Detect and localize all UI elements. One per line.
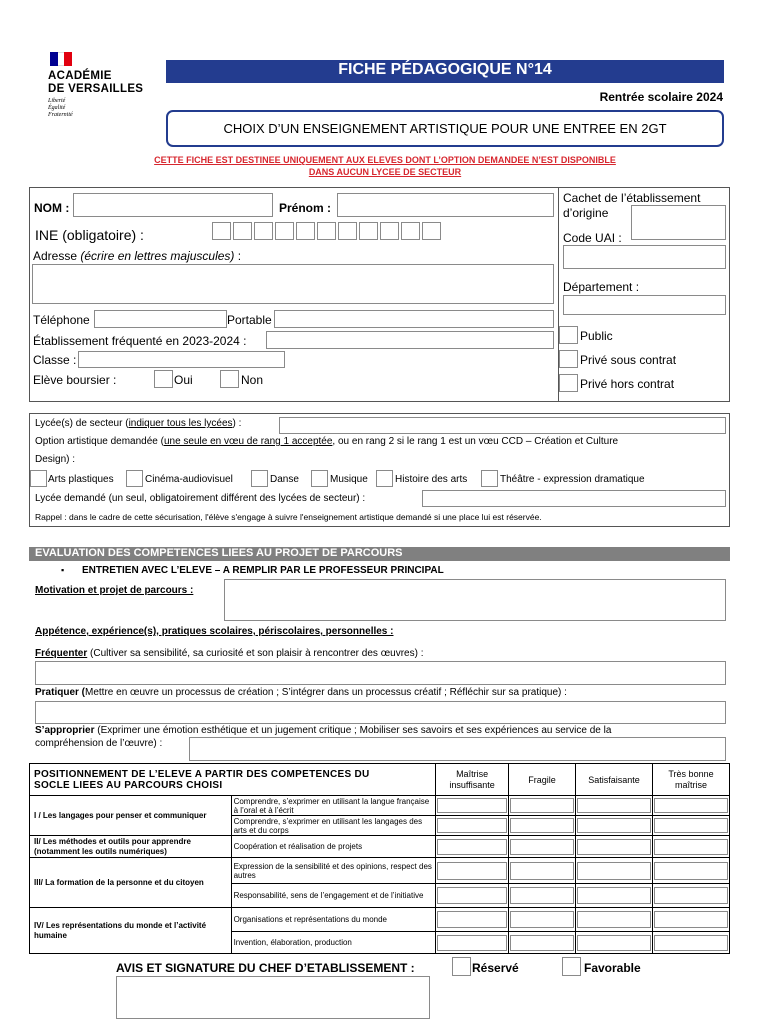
- academy-name-line2: DE VERSAILLES: [48, 83, 144, 95]
- adresse-field[interactable]: [32, 264, 554, 304]
- bullet-icon: ▪: [61, 565, 65, 575]
- ine-digit-box[interactable]: [254, 222, 273, 240]
- rating-box[interactable]: [654, 818, 728, 833]
- rating-box[interactable]: [437, 887, 507, 904]
- rating-box[interactable]: [437, 818, 507, 833]
- appetence-label: Appétence, expérience(s), pratiques scolaires, périscolaires, personnelles :: [35, 626, 394, 637]
- lycee-secteur-label: [35, 418, 241, 429]
- rating-cell: [576, 932, 653, 954]
- adresse-hint: (écrire en lettres majuscules): [80, 249, 235, 263]
- option-label: [35, 436, 618, 447]
- ine-label: INE (obligatoire) :: [35, 227, 144, 243]
- prenom-field[interactable]: [337, 193, 554, 217]
- rating-cell: [509, 858, 576, 884]
- lycee-demande-label: Lycée demandé (un seul, obligatoirement différent des lycées de secteur) :: [35, 493, 366, 504]
- rating-cell: [436, 816, 509, 836]
- option-label-rest: , ou en rang 2 si le rang 1 est un vœu CCD – Création et Culture: [332, 436, 619, 447]
- rating-box[interactable]: [654, 862, 728, 880]
- pratiquer-bold: Pratiquer (: [35, 687, 86, 698]
- school-year: Rentrée scolaire 2024: [599, 90, 723, 104]
- column-header: Fragile: [509, 764, 576, 796]
- rating-cell: [653, 816, 730, 836]
- rating-cell: [653, 932, 730, 954]
- group-label: I / Les langages pour penser et communiquer: [30, 796, 232, 836]
- notice-line2: DANS AUCUN LYCEE DE SECTEUR: [308, 167, 462, 177]
- rating-cell: [576, 836, 653, 858]
- ine-digit-box[interactable]: [233, 222, 252, 240]
- arts-plastiques-checkbox[interactable]: [30, 470, 47, 487]
- oui-checkbox[interactable]: [154, 370, 173, 388]
- rating-box[interactable]: [510, 818, 574, 833]
- ine-digit-box[interactable]: [338, 222, 357, 240]
- oui-label: Oui: [174, 373, 193, 387]
- non-label: Non: [241, 373, 264, 387]
- column-header: Très bonne maîtrise: [653, 764, 730, 796]
- competence-item: Responsabilité, sens de l’engagement et de l’initiative: [231, 884, 436, 908]
- portable-field[interactable]: [274, 310, 554, 328]
- frequenter-label: [35, 648, 423, 659]
- option-label-text: Option artistique demandée (: [35, 436, 164, 447]
- non-checkbox[interactable]: [220, 370, 239, 388]
- pratiquer-rest: Mettre en œuvre un processus de création ; S’intégrer dans un processus créatif ; Réfléchir sur sa pratique) :: [85, 687, 567, 698]
- reserve-label: Réservé: [472, 961, 519, 975]
- table-row: [30, 908, 730, 932]
- lycee-secteur-field[interactable]: [279, 417, 726, 434]
- theatre-checkbox[interactable]: [481, 470, 498, 487]
- option-label-line2: Design) :: [35, 454, 76, 465]
- rating-box[interactable]: [510, 887, 574, 904]
- approprier-label: [35, 725, 611, 736]
- rappel-text: Rappel : dans le cadre de cette sécurisation, l'élève s'engage à suivre l'enseignement artistique demandé si une place lui est réservée.: [35, 512, 542, 522]
- etablissement-label: Établissement fréquenté en 2023-2024 :: [33, 334, 247, 348]
- approprier-label-line2: compréhension de l’œuvre) :: [35, 738, 163, 749]
- motivation-field[interactable]: [224, 579, 726, 621]
- rating-box[interactable]: [437, 862, 507, 880]
- entretien-title: ENTRETIEN AVEC L’ELEVE – A REMPLIR PAR LE PROFESSEUR PRINCIPAL: [82, 565, 444, 576]
- danse-checkbox[interactable]: [251, 470, 268, 487]
- table-row: [30, 796, 730, 816]
- rating-cell: [509, 836, 576, 858]
- rating-cell: [653, 836, 730, 858]
- rating-box[interactable]: [510, 839, 574, 855]
- rating-cell: [576, 858, 653, 884]
- motivation-label: Motivation et projet de parcours :: [35, 585, 194, 596]
- rating-cell: [576, 796, 653, 816]
- rating-box[interactable]: [437, 935, 507, 951]
- histoire-des-arts-checkbox[interactable]: [376, 470, 393, 487]
- ine-digit-box[interactable]: [212, 222, 231, 240]
- rating-cell: [576, 816, 653, 836]
- rating-cell: [509, 908, 576, 932]
- telephone-label: Téléphone: [33, 313, 90, 327]
- motto-2: Égalité: [48, 105, 66, 111]
- notice-line1: CETTE FICHE EST DESTINEE UNIQUEMENT AUX ELEVES DONT L’OPTION DEMANDEE N’EST DISPONIBLE: [154, 155, 616, 165]
- positioning-title-cell: [30, 764, 436, 796]
- page-title: FICHE PÉDAGOGIQUE N°14: [338, 61, 552, 78]
- rating-box[interactable]: [654, 911, 728, 928]
- classe-label: Classe :: [33, 353, 77, 367]
- ine-field[interactable]: [212, 222, 452, 240]
- etablissement-field[interactable]: [266, 331, 554, 349]
- rating-box[interactable]: [437, 839, 507, 855]
- rating-cell: [653, 908, 730, 932]
- pratiquer-label: [35, 687, 567, 698]
- rating-box[interactable]: [577, 818, 651, 833]
- competence-item: Invention, élaboration, production: [231, 932, 436, 954]
- cachet-label-line2: d’origine: [563, 206, 609, 220]
- option-label-underlined: une seule en vœu de rang 1 acceptée: [163, 436, 333, 447]
- ine-digit-box[interactable]: [317, 222, 336, 240]
- academy-name-line1: ACADÉMIE: [48, 70, 112, 82]
- theatre-label: Théâtre - expression dramatique: [500, 474, 645, 485]
- portable-label: Portable: [227, 313, 272, 327]
- uai-field[interactable]: [631, 205, 726, 240]
- cinema-audiovisuel-checkbox[interactable]: [126, 470, 143, 487]
- positioning-title-line1: POSITIONNEMENT DE L’ELEVE A PARTIR DES COMPETENCES DU: [34, 768, 370, 780]
- rating-box[interactable]: [510, 935, 574, 951]
- rating-cell: [576, 884, 653, 908]
- histoire-des-arts-label: Histoire des arts: [395, 474, 468, 485]
- positioning-title-line2: SOCLE LIEES AU PARCOURS CHOISI: [34, 779, 223, 791]
- musique-checkbox[interactable]: [311, 470, 328, 487]
- group-label: II/ Les méthodes et outils pour apprendre (notamment les outils numériques): [30, 836, 232, 858]
- frequenter-bold: Fréquenter: [35, 648, 88, 659]
- rating-cell: [653, 796, 730, 816]
- positioning-table: [29, 763, 730, 954]
- nom-label: NOM :: [34, 201, 70, 215]
- rating-box[interactable]: [577, 935, 651, 951]
- rating-cell: [653, 858, 730, 884]
- uai-field-lower[interactable]: [563, 245, 726, 269]
- lycee-demande-field[interactable]: [422, 490, 726, 507]
- prive-sous-contrat-label: Privé sous contrat: [580, 353, 677, 367]
- approprier-rest: (Exprimer une émotion esthétique et un jugement critique ; Mobiliser ses savoirs et ses expériences au service de la: [94, 725, 612, 736]
- pratiquer-field[interactable]: [35, 701, 726, 724]
- rating-cell: [436, 836, 509, 858]
- choice-title: CHOIX D’UN ENSEIGNEMENT ARTISTIQUE POUR UNE ENTREE EN 2GT: [223, 121, 667, 136]
- uai-label: Code UAI :: [563, 231, 622, 245]
- rating-cell: [436, 932, 509, 954]
- rating-cell: [436, 796, 509, 816]
- rating-box[interactable]: [577, 798, 651, 813]
- rating-cell: [509, 884, 576, 908]
- frequenter-rest: (Cultiver sa sensibilité, sa curiosité et son plaisir à rencontrer des œuvres) :: [87, 648, 424, 659]
- competence-item: Comprendre, s’exprimer en utilisant les langages des arts et du corps: [231, 816, 436, 836]
- rating-box[interactable]: [654, 887, 728, 904]
- rating-cell: [509, 932, 576, 954]
- group-label: III/ La formation de la personne et du citoyen: [30, 858, 232, 908]
- nom-field[interactable]: [73, 193, 273, 217]
- lycee-secteur-text: Lycée(s) de secteur (: [35, 418, 129, 429]
- signature-field[interactable]: [116, 976, 430, 1019]
- competence-item: Organisations et représentations du monde: [231, 908, 436, 932]
- ine-digit-box[interactable]: [401, 222, 420, 240]
- rating-cell: [436, 884, 509, 908]
- rating-box[interactable]: [577, 839, 651, 855]
- evaluation-title: EVALUATION DES COMPETENCES LIEES AU PROJET DE PARCOURS: [35, 547, 403, 559]
- rating-box[interactable]: [437, 911, 507, 928]
- lycee-secteur-hint: indiquer tous les lycées: [128, 418, 233, 429]
- positioning-header-row: [30, 764, 730, 796]
- cachet-label-line1: Cachet de l’établissement: [563, 191, 701, 205]
- reserve-checkbox[interactable]: [452, 957, 471, 976]
- telephone-field[interactable]: [94, 310, 227, 328]
- competence-item: Comprendre, s’exprimer en utilisant la langue française à l’oral et à l’écrit: [231, 796, 436, 816]
- rating-box[interactable]: [510, 862, 574, 880]
- flag-icon: [50, 52, 72, 66]
- identity-divider: [558, 187, 559, 402]
- musique-label: Musique: [330, 474, 368, 485]
- rating-box[interactable]: [510, 798, 574, 813]
- prive-hors-contrat-checkbox[interactable]: [559, 374, 578, 392]
- adresse-colon: :: [234, 249, 242, 263]
- ine-digit-box[interactable]: [275, 222, 294, 240]
- prive-hors-contrat-label: Privé hors contrat: [580, 377, 675, 391]
- cinema-audiovisuel-label: Cinéma-audiovisuel: [145, 474, 233, 485]
- table-row: [30, 836, 730, 858]
- rating-box[interactable]: [577, 911, 651, 928]
- rating-cell: [436, 858, 509, 884]
- rating-box[interactable]: [437, 798, 507, 813]
- classe-field[interactable]: [78, 351, 285, 368]
- academy-logo: [44, 52, 164, 124]
- motto-3: Fraternité: [48, 112, 73, 118]
- rating-cell: [653, 884, 730, 908]
- column-header: Maîtrise insuffisante: [436, 764, 509, 796]
- departement-label: Département :: [563, 280, 640, 294]
- rating-cell: [509, 796, 576, 816]
- arts-plastiques-label: Arts plastiques: [48, 474, 114, 485]
- ine-digit-box[interactable]: [359, 222, 378, 240]
- departement-field[interactable]: [563, 295, 726, 315]
- approprier-bold: S’approprier: [35, 725, 95, 736]
- prenom-label: Prénom :: [279, 201, 332, 215]
- rating-box[interactable]: [510, 911, 574, 928]
- adresse-label-text: Adresse: [33, 249, 78, 263]
- rating-box[interactable]: [654, 798, 728, 813]
- favorable-label: Favorable: [584, 961, 641, 975]
- rating-box[interactable]: [654, 935, 728, 951]
- lycee-secteur-end: ) :: [232, 418, 242, 429]
- adresse-label: [33, 249, 241, 263]
- signature-label: AVIS ET SIGNATURE DU CHEF D’ETABLISSEMENT :: [116, 961, 415, 975]
- rating-cell: [436, 908, 509, 932]
- favorable-checkbox[interactable]: [562, 957, 581, 976]
- frequenter-field[interactable]: [35, 661, 726, 685]
- danse-label: Danse: [270, 474, 299, 485]
- public-label: Public: [580, 329, 613, 343]
- rating-cell: [576, 908, 653, 932]
- boursier-label: Elève boursier :: [33, 373, 117, 387]
- table-row: [30, 858, 730, 884]
- ine-digit-box[interactable]: [422, 222, 441, 240]
- rating-cell: [509, 816, 576, 836]
- group-label: IV/ Les représentations du monde et l’activité humaine: [30, 908, 232, 954]
- prive-sous-contrat-checkbox[interactable]: [559, 350, 578, 368]
- motto-1: Liberté: [48, 98, 66, 104]
- rating-box[interactable]: [577, 887, 651, 904]
- ine-digit-box[interactable]: [296, 222, 315, 240]
- public-checkbox[interactable]: [559, 326, 578, 344]
- rating-box[interactable]: [654, 839, 728, 855]
- competence-item: Expression de la sensibilité et des opinions, respect des autres: [231, 858, 436, 884]
- rating-box[interactable]: [577, 862, 651, 880]
- approprier-field[interactable]: [189, 737, 726, 761]
- ine-digit-box[interactable]: [380, 222, 399, 240]
- competence-item: Coopération et réalisation de projets: [231, 836, 436, 858]
- column-header: Satisfaisante: [576, 764, 653, 796]
